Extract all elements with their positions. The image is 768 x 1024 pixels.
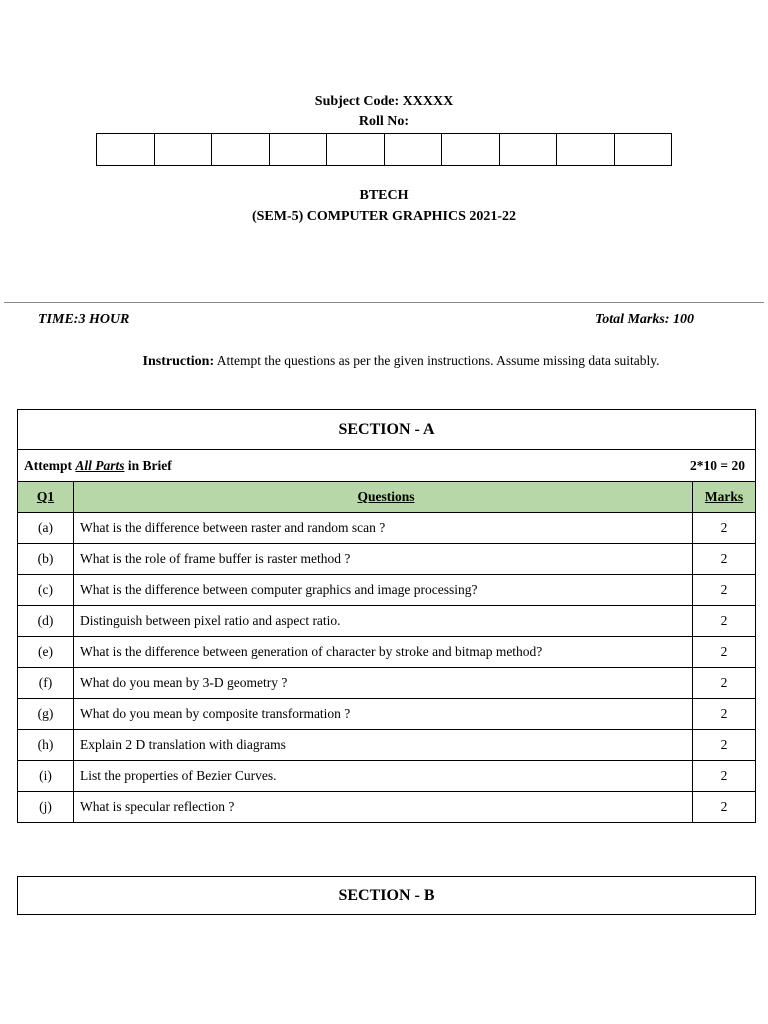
marks-formula: 2*10 = 20 <box>690 458 745 473</box>
questions-table <box>18 482 755 822</box>
roll-no-box <box>97 134 155 165</box>
question-number: (g) <box>18 699 74 730</box>
instruction-label: Instruction: <box>142 354 215 369</box>
question-marks: 2 <box>693 792 756 823</box>
question-number: (d) <box>18 606 74 637</box>
section-b <box>17 876 756 915</box>
roll-no-box <box>500 134 558 165</box>
attempt-instruction <box>24 450 172 481</box>
question-text: What is the role of frame buffer is raster method ? <box>74 544 693 575</box>
question-text: What is specular reflection ? <box>74 792 693 823</box>
question-text: What is the difference between generation of character by stroke and bitmap method? <box>74 637 693 668</box>
question-text: Distinguish between pixel ratio and aspect ratio. <box>74 606 693 637</box>
attempt-row <box>18 450 755 482</box>
roll-no-box <box>155 134 213 165</box>
table-row <box>18 761 755 792</box>
table-row <box>18 637 755 668</box>
question-marks: 2 <box>693 668 756 699</box>
roll-no-box <box>557 134 615 165</box>
instruction-text: Attempt the questions as per the given instructions. Assume missing data suitably. <box>216 353 660 368</box>
table-row <box>18 513 755 544</box>
question-number: (b) <box>18 544 74 575</box>
roll-no-box <box>442 134 500 165</box>
table-row <box>18 792 755 823</box>
col-header-marks: Marks <box>693 482 756 513</box>
question-number: (e) <box>18 637 74 668</box>
program-title: BTECH <box>359 188 409 203</box>
section-a-title: SECTION - A <box>18 410 755 450</box>
question-text: List the properties of Bezier Curves. <box>74 761 693 792</box>
question-number: (h) <box>18 730 74 761</box>
instruction <box>0 353 768 370</box>
question-number: (j) <box>18 792 74 823</box>
total-marks: Total Marks: 100 <box>594 312 694 327</box>
section-b-title: SECTION - B <box>338 887 435 904</box>
divider-line <box>4 302 764 303</box>
question-marks: 2 <box>693 513 756 544</box>
subject-code: Subject Code: XXXXX <box>314 94 454 109</box>
question-marks: 2 <box>693 730 756 761</box>
roll-no-box <box>327 134 385 165</box>
table-row <box>18 668 755 699</box>
question-text: What is the difference between computer graphics and image processing? <box>74 575 693 606</box>
question-marks: 2 <box>693 699 756 730</box>
question-marks: 2 <box>693 606 756 637</box>
table-row <box>18 575 755 606</box>
table-header-row <box>18 482 755 513</box>
question-marks: 2 <box>693 544 756 575</box>
col-header-qno: Q1 <box>18 482 74 513</box>
roll-no-box <box>212 134 270 165</box>
attempt-suffix: in Brief <box>124 458 172 473</box>
question-number: (a) <box>18 513 74 544</box>
roll-no-box <box>615 134 672 165</box>
question-number: (i) <box>18 761 74 792</box>
roll-no-label: Roll No: <box>358 114 410 129</box>
table-row <box>18 699 755 730</box>
question-number: (f) <box>18 668 74 699</box>
question-text: What do you mean by composite transformation ? <box>74 699 693 730</box>
question-text: What is the difference between raster and random scan ? <box>74 513 693 544</box>
question-number: (c) <box>18 575 74 606</box>
question-marks: 2 <box>693 761 756 792</box>
question-marks: 2 <box>693 637 756 668</box>
section-a <box>17 409 756 823</box>
roll-no-box <box>385 134 443 165</box>
attempt-emphasis: All Parts <box>75 458 125 473</box>
question-marks: 2 <box>693 575 756 606</box>
question-text: Explain 2 D translation with diagrams <box>74 730 693 761</box>
table-row <box>18 730 755 761</box>
exam-time: TIME:3 HOUR <box>38 312 130 327</box>
attempt-prefix: Attempt <box>24 458 76 473</box>
table-row <box>18 606 755 637</box>
question-text: What do you mean by 3-D geometry ? <box>74 668 693 699</box>
roll-no-box <box>270 134 328 165</box>
roll-no-grid <box>96 133 672 166</box>
col-header-questions: Questions <box>74 482 693 513</box>
table-row <box>18 544 755 575</box>
course-title: (SEM-5) COMPUTER GRAPHICS 2021-22 <box>251 209 517 224</box>
